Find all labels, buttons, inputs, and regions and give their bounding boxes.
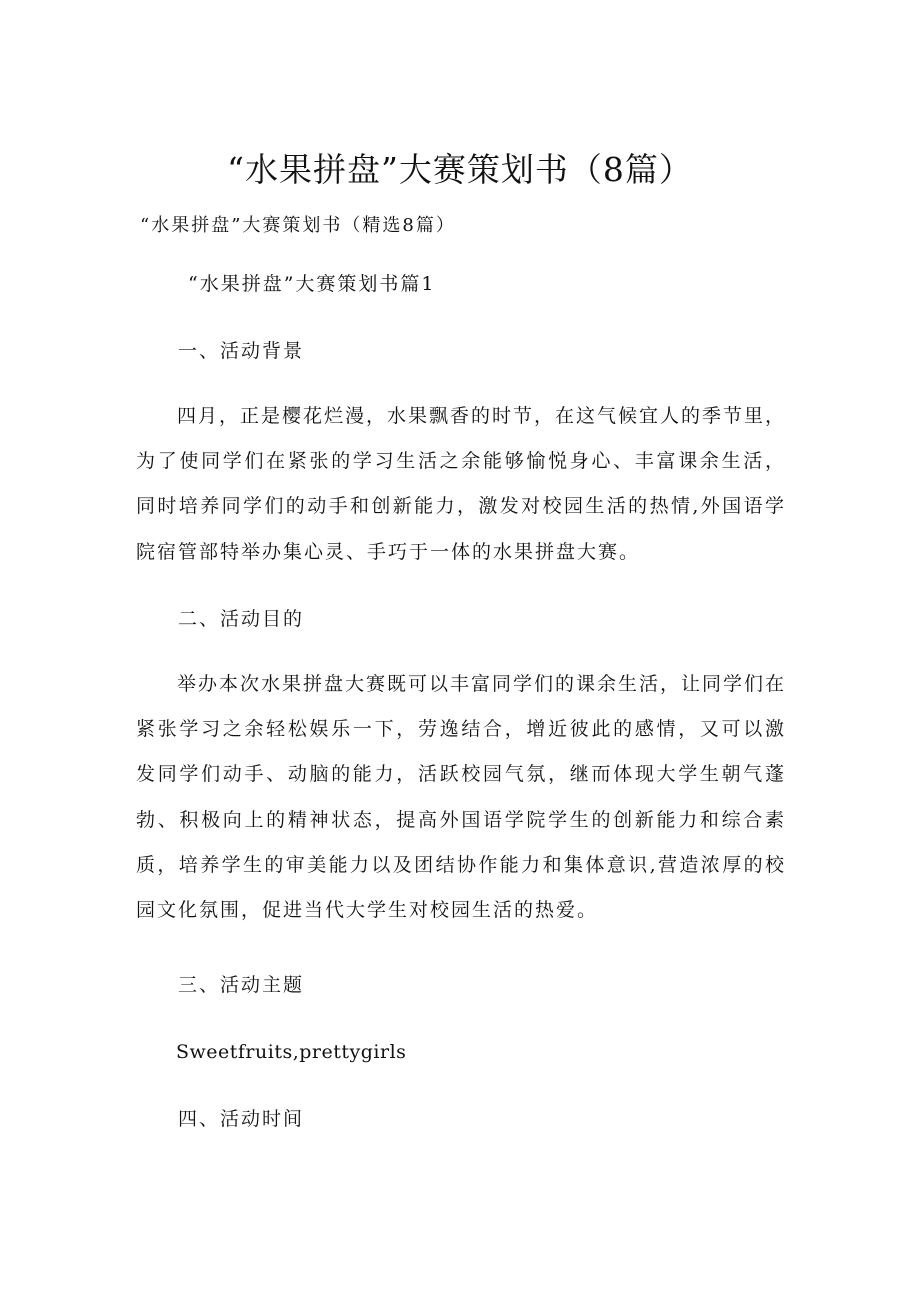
article-title: “水果拼盘”大赛策划书篇1	[188, 273, 436, 295]
document-title: “水果拼盘”大赛策划书（8篇）	[227, 150, 693, 189]
section-heading-theme: 三、活动主题	[178, 974, 305, 996]
section-body-background: 四月，正是樱花烂漫，水果飘香的时节，在这气候宜人的季节里，为了使同学们在紧张的学习生活之余能够愉悦身心、丰富课余生活，同时培养同学们的动手和创新能力，激发对校园生活的热情,外国语学院宿管部特举办集心灵、手巧于一体的水果拼盘大赛。	[136, 405, 787, 563]
section-heading-background: 一、活动背景	[178, 340, 305, 362]
section-heading-time: 四、活动时间	[178, 1108, 305, 1130]
section-heading-purpose: 二、活动目的	[178, 608, 305, 630]
section-body-purpose: 举办本次水果拼盘大赛既可以丰富同学们的课余生活，让同学们在紧张学习之余轻松娱乐一下，劳逸结合，增近彼此的感情，又可以激发同学们动手、动脑的能力，活跃校园气氛，继而体现大学生朝气蓬勃、积极向上的精神状态，提高外国语学院学生的创新能力和综合素质，培养学生的审美能力以及团结协作能力和集体意识,营造浓厚的校园文化氛围，促进当代大学生对校园生活的热爱。	[136, 673, 787, 922]
section-body-theme: Sweetfruits,prettygirls	[176, 1041, 407, 1063]
document-subtitle: “水果拼盘”大赛策划书（精选8篇）	[140, 215, 456, 236]
